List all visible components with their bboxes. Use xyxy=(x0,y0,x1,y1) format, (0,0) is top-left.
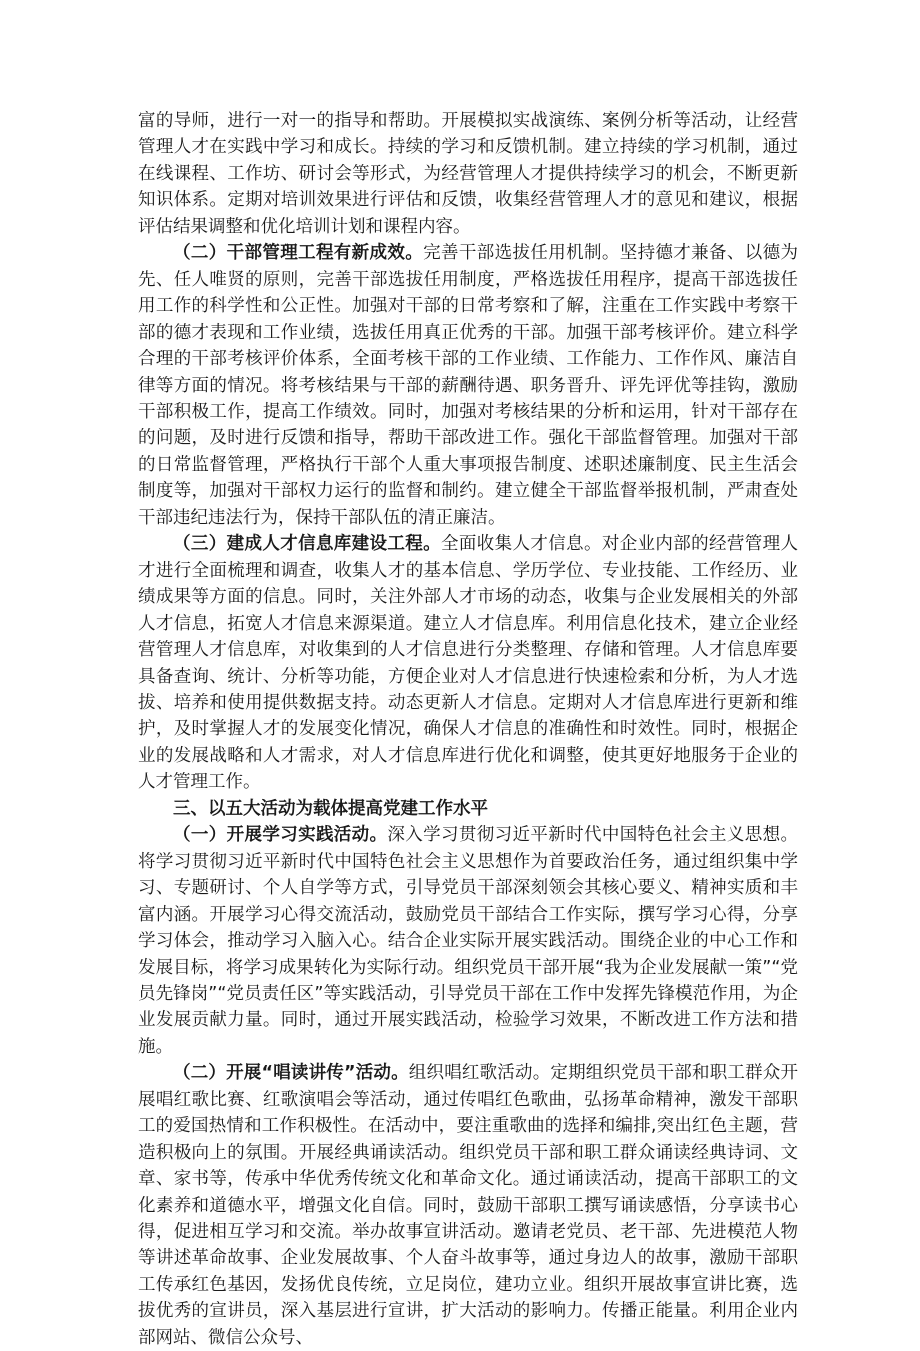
paragraph-body-text: 全面收集人才信息。对企业内部的经营管理人才进行全面梳理和调查，收集人才的基本信息、学历学位、专业技能、工作经历、业绩成果等方面的信息。同时，关注外部人才市场的动态，收集与企业发展相关的外部人才信息，拓宽人才信息来源渠道。建立人才信息库。利用信息化技术，建立企业经营管理人才信息库，对收集到的人才信息进行分类整理、存储和管理。人才信息库要具备查询、统计、分析等功能，方便企业对人才信息进行快速检索和分析，为人才选拔、培养和使用提供数据支持。动态更新人才信息。定期对人才信息库进行更新和维护，及时掌握人才的发展变化情况，确保人才信息的准确性和时效性。同时，根据企业的发展战略和人才需求，对人才信息库进行优化和调整，使其更好地服务于企业的人才管理工作。 xyxy=(138,534,798,793)
paragraph-body-text: 深入学习贯彻习近平新时代中国特色社会主义思想。将学习贯彻习近平新时代中国特色社会主义思想作为首要政治任务，通过组织集中学习、专题研讨、个人自学等方式，引导党员干部深刻领会其核心要义、精神实质和丰富内涵。开展学习心得交流活动，鼓励党员干部结合工作实际，撰写学习心得，分享学习体会，推动学习入脑入心。结合企业实际开展实践活动。围绕企业的中心工作和发展目标，将学习成果转化为实际行动。组织党员干部开展“我为企业发展献一策”“党员先锋岗”“党员责任区”等实践活动，引导党员干部在工作中发挥先锋模范作用，为企业发展贡献力量。同时，通过开展实践活动，检验学习效果，不断改进工作方法和措施。 xyxy=(138,825,799,1057)
document-page xyxy=(138,108,798,1351)
section-heading: 三、以五大活动为载体提高党建工作水平 xyxy=(173,798,488,819)
paragraph-lead-heading: （二）开展“唱读讲传”活动。 xyxy=(173,1063,409,1084)
paragraph-training-continued: 富的导师，进行一对一的指导和帮助。开展模拟实战演练、案例分析等活动，让经营管理人才在实践中学习和成长。持续的学习和反馈机制。建立持续的学习机制，通过在线课程、工作坊、研讨会等形式，为经营管理人才提供持续学习的机会，不断更新知识体系。定期对培训效果进行评估和反馈，收集经营管理人才的意见和建议，根据评估结果调整和优化培训计划和课程内容。 xyxy=(138,111,798,237)
paragraph-study-practice xyxy=(138,822,798,1060)
paragraph-cadre-management xyxy=(138,240,798,531)
paragraph-lead-heading: （二）干部管理工程有新成效。 xyxy=(173,243,424,264)
paragraph-body-text: 组织唱红歌活动。定期组织党员干部和职工群众开展唱红歌比赛、红歌演唱会等活动，通过传唱红色歌曲，弘扬革命精神，激发干部职工的爱国热情和工作积极性。在活动中，要注重歌曲的选择和编排,突出红色主题，营造积极向上的氛围。开展经典诵读活动。组织党员干部和职工群众诵读经典诗词、文章、家书等，传承中华优秀传统文化和革命文化。通过诵读活动，提高干部职工的文化素养和道德水平，增强文化自信。同时，鼓励干部职工撰写诵读感悟，分享读书心得，促进相互学习和交流。举办故事宣讲活动。邀请老党员、老干部、先进模范人物等讲述革命故事、企业发展故事、个人奋斗故事等，通过身边人的故事，激励干部职工传承红色基因，发扬优良传统，立足岗位，建功立业。组织开展故事宣讲比赛，选拔优秀的宣讲员，深入基层进行宣讲，扩大活动的影响力。传播正能量。利用企业内部网站、微信公众号、 xyxy=(138,1063,798,1348)
paragraph-lead-heading: （三）建成人才信息库建设工程。 xyxy=(173,534,442,555)
paragraph-sing-read-tell-spread xyxy=(138,1060,798,1351)
paragraph-talent-database xyxy=(138,531,798,796)
paragraph-body-text: 完善干部选拔任用机制。坚持德才兼备、以德为先、任人唯贤的原则，完善干部选拔任用制度，严格选拔任用程序，提高干部选拔任用工作的科学性和公正性。加强对干部的日常考察和了解，注重在工作实践中考察干部的德才表现和工作业绩，选拔任用真正优秀的干部。加强干部考核评价。建立科学合理的干部考核评价体系，全面考核干部的工作业绩、工作能力、工作作风、廉洁自律等方面的情况。将考核结果与干部的薪酬待遇、职务晋升、评先评优等挂钩，激励干部积极工作，提高工作绩效。同时，加强对考核结果的分析和运用，针对干部存在的问题，及时进行反馈和指导，帮助干部改进工作。强化干部监督管理。加强对干部的日常监督管理，严格执行干部个人重大事项报告制度、述职述廉制度、民主生活会制度等，加强对干部权力运行的监督和制约。建立健全干部监督举报机制，严肃查处干部违纪违法行为，保持干部队伍的清正廉洁。 xyxy=(138,243,799,528)
paragraph-lead-heading: （一）开展学习实践活动。 xyxy=(173,825,388,846)
